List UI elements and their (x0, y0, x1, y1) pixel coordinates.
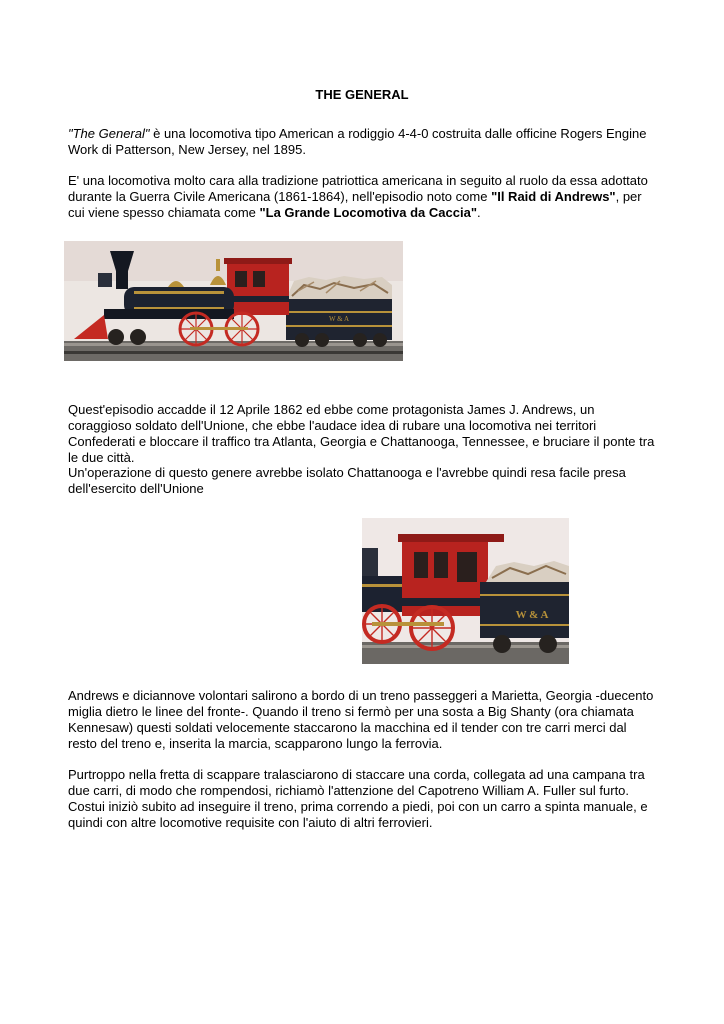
paragraph-pursuit: Purtroppo nella fretta di scappare tralasciarono di staccare una corda, collegata ad una campana tra due carri, di modo che rompendosi, richiamò l'attenzione del Capotreno William A. Fuller sul furto. Costui iniziò subito ad inseguire il treno, prima correndo a piedi, poi con un carro a spinta manuale, e quindi con altre locomotive requisite con l'aiuto di altri ferrovieri. (68, 767, 648, 830)
paragraph-episode: Quest'episodio accadde il 12 Aprile 1862 ed ebbe come protagonista James J. Andrews, un coraggioso soldato dell'Unione, che ebbe l'audace idea di rubare una locomotiva nei territori Confederati e bloccare il traffico tra Atlanta, Georgia e Chattanooga, Tennessee, e bruciare il ponte tra le due città. (68, 402, 655, 465)
tender-lettering-1: W & A (328, 315, 350, 323)
history-text-2: , per cui viene spesso chiamata come (68, 189, 642, 220)
paragraph-intro (68, 126, 658, 158)
locomotive-illustration-2 (362, 518, 569, 664)
history-text-3: . (477, 205, 481, 220)
intro-text: è una locomotiva tipo American a rodiggio 4-4-0 costruita dalle officine Rogers Engine Work di Patterson, New Jersey, nel 1895. (68, 126, 647, 157)
paragraph-history (68, 173, 658, 221)
locomotive-photo-1 (64, 241, 403, 361)
locomotive-photo-2 (362, 518, 569, 664)
paragraph-boarding: Andrews e diciannove volontari salirono a bordo di un treno passeggeri a Marietta, Georgia -duecento miglia dietro le linee del fronte-. Quando il treno si fermò per una sosta a Big Shanty (ora chiamata Kennesaw) questi soldati velocemente staccarono la macchina ed il tender con tre carri merci dal resto del treno e, inserita la marcia, scapparono lungo la ferrovia. (68, 688, 654, 751)
locomotive-name-quote: "The General" (68, 126, 150, 141)
paragraph-operation: Un'operazione di questo genere avrebbe isolato Chattanooga e l'avrebbe quindi resa facile presa dell'esercito dell'Unione (68, 465, 626, 496)
raid-name: "Il Raid di Andrews" (491, 189, 616, 204)
page-title: THE GENERAL (315, 87, 409, 102)
tender-lettering-2: W & A (515, 609, 549, 621)
nickname: "La Grande Locomotiva da Caccia" (259, 205, 477, 220)
history-text-1: E' una locomotiva molto cara alla tradizione patriottica americana in seguito al ruolo da essa adottato durante la Guerra Civile Americana (1861-1864), nell'episodio noto come (68, 173, 648, 204)
locomotive-illustration-1 (64, 241, 403, 361)
